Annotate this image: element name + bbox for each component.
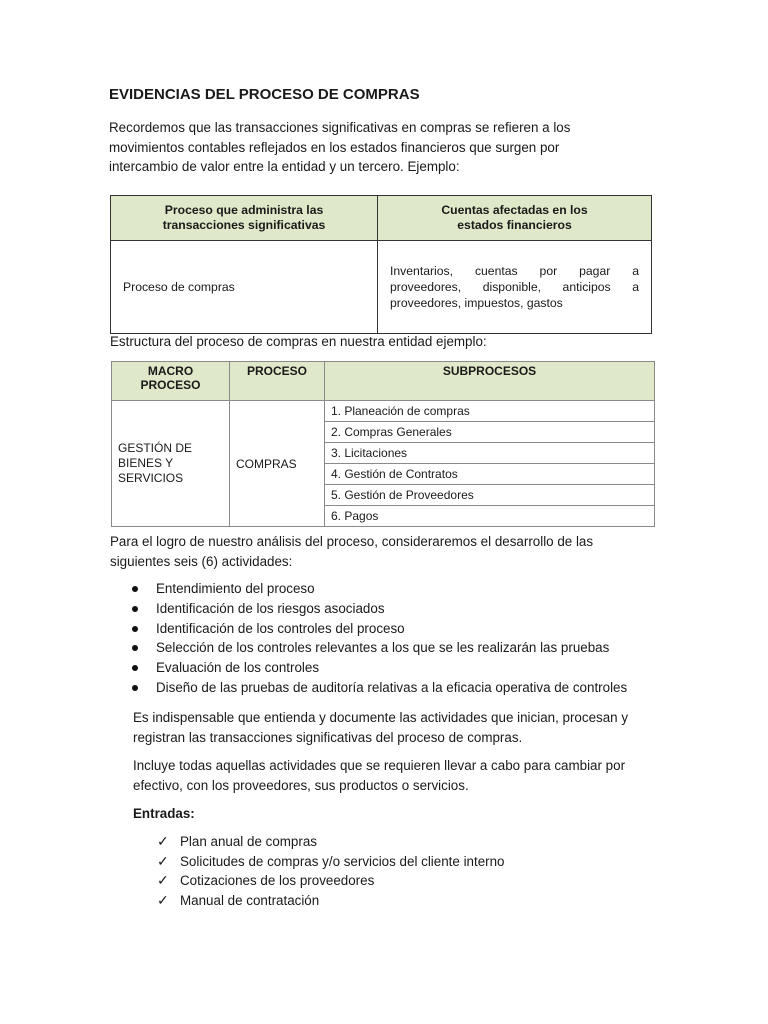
header-process: PROCESO <box>230 362 325 401</box>
header-accounts-line: estados financieros <box>457 218 572 232</box>
list-item: Selección de los controles relevantes a los que se les realizarán las pruebas <box>130 638 627 658</box>
process-structure-table <box>111 361 655 527</box>
header-process <box>111 196 378 241</box>
check-icon: ✓ <box>157 852 169 869</box>
table-header-row <box>112 362 655 401</box>
header-accounts-line: Cuentas afectadas en los <box>441 203 588 217</box>
list-item <box>157 852 505 872</box>
header-process-line: Proceso que administra las <box>164 203 324 217</box>
structure-caption: Estructura del proceso de compras en nuestra entidad ejemplo: <box>110 334 487 349</box>
subprocess-cell: 4. Gestión de Contratos <box>325 464 655 485</box>
subprocess-cell: 2. Compras Generales <box>325 422 655 443</box>
header-accounts <box>378 196 652 241</box>
activities-list <box>130 579 627 698</box>
list-item <box>157 891 505 911</box>
header-process-line: transacciones significativas <box>162 218 326 232</box>
transactions-table <box>110 195 652 334</box>
table-row <box>111 241 652 334</box>
accounts-cell: Inventarios, cuentas por pagar a proveedores, disponible, anticipos a proveedores, impuestos, gastos <box>378 241 652 334</box>
list-item: Identificación de los riesgos asociados <box>130 599 627 619</box>
check-icon: ✓ <box>157 892 169 909</box>
macro-line: GESTIÓN DE <box>118 441 193 455</box>
includes-paragraph: Incluye todas aquellas actividades que se requieren llevar a cabo para cambiar por efectivo, con los proveedores, sus productos o servicios. <box>133 758 626 793</box>
check-icon: ✓ <box>157 872 169 889</box>
header-macro <box>112 362 230 401</box>
process-cell: COMPRAS <box>230 401 325 527</box>
list-item: Identificación de los controles del proceso <box>130 619 627 639</box>
list-item: Evaluación de los controles <box>130 658 627 678</box>
subprocess-cell: 5. Gestión de Proveedores <box>325 485 655 506</box>
header-macro-line: MACRO <box>147 364 194 378</box>
list-item: Diseño de las pruebas de auditoría relativas a la eficacia operativa de controles <box>130 678 627 698</box>
list-item <box>157 832 505 852</box>
subprocess-cell: 1. Planeación de compras <box>325 401 655 422</box>
subprocess-cell: 6. Pagos <box>325 506 655 527</box>
macro-line: SERVICIOS <box>118 471 184 485</box>
macro-line: BIENES Y <box>118 456 174 470</box>
list-item-label: Manual de contratación <box>180 893 320 909</box>
inputs-heading: Entradas: <box>133 806 195 821</box>
table-row <box>112 401 655 422</box>
inputs-list <box>157 832 505 911</box>
list-item-label: Plan anual de compras <box>180 834 317 849</box>
indispensable-paragraph: Es indispensable que entienda y documente las actividades que inician, procesan y registran las transacciones significativas del proceso de compras. <box>133 710 629 745</box>
intro-paragraph: Recordemos que las transacciones significativas en compras se refieren a los movimientos contables reflejados en los estados financieros que surgen por intercambio de valor entre la entidad y un tercero. Ejemplo: <box>109 120 571 174</box>
list-item-label: Cotizaciones de los proveedores <box>180 873 375 889</box>
page-title: EVIDENCIAS DEL PROCESO DE COMPRAS <box>109 86 420 103</box>
check-icon: ✓ <box>157 833 169 849</box>
list-item-label: Solicitudes de compras y/o servicios del cliente interno <box>180 853 505 869</box>
table-header-row <box>111 196 652 241</box>
process-cell: Proceso de compras <box>111 241 378 334</box>
macro-process-cell <box>112 401 230 527</box>
list-item: Entendimiento del proceso <box>130 579 627 599</box>
header-macro-line: PROCESO <box>140 378 201 392</box>
header-subprocesses: SUBPROCESOS <box>325 362 655 401</box>
subprocess-cell: 3. Licitaciones <box>325 443 655 464</box>
analysis-paragraph: Para el logro de nuestro análisis del proceso, consideraremos el desarrollo de las siguientes seis (6) actividades: <box>110 534 594 569</box>
list-item <box>157 871 505 891</box>
